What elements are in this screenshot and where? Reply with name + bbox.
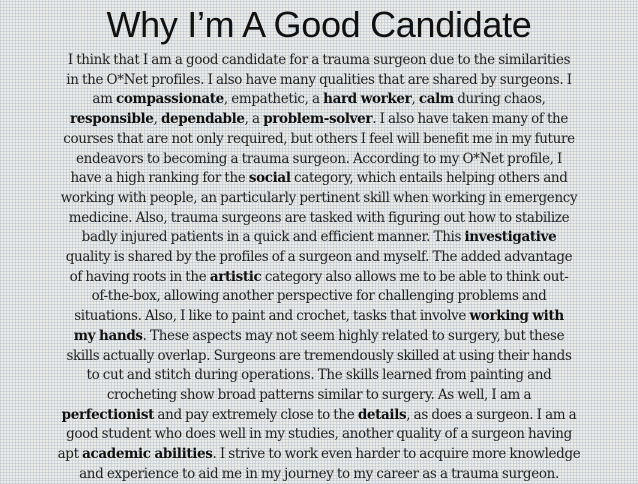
paragraph-line	[2, 307, 636, 327]
paragraph-line	[2, 51, 636, 71]
bold-keyword: academic abilities	[82, 446, 213, 463]
paragraph-line	[2, 150, 636, 170]
bold-keyword: dependable	[160, 111, 245, 128]
bold-keyword: working with	[469, 308, 564, 325]
text-run: skills actually overlap. Surgeons are tremendously skilled at using their hands	[66, 347, 572, 364]
paragraph-line	[2, 90, 636, 110]
paragraph-line	[2, 406, 636, 426]
text-run: category, which entails helping others and	[290, 170, 568, 187]
text-run: working with people, an particularly pertinent skill when working in emergency	[60, 189, 578, 206]
text-run: ,	[153, 111, 161, 128]
text-run: have a high ranking for the	[70, 170, 249, 187]
paragraph-line	[2, 169, 636, 189]
paragraph-line	[2, 209, 636, 229]
text-run: . I strive to work even harder to acquire more knowledge	[212, 446, 581, 463]
text-run: medicine. Also, trauma surgeons are tasked with figuring out how to stabilize	[68, 209, 570, 226]
text-run: I think that I am a good candidate for a trauma surgeon due to the similarities	[67, 52, 571, 68]
bold-keyword: problem-solver	[263, 111, 373, 128]
paragraph-line	[2, 268, 636, 288]
bold-keyword: perfectionist	[61, 406, 154, 423]
text-run: . I also have taken many of the	[372, 111, 569, 128]
text-run: and pay extremely close to the	[153, 406, 358, 423]
text-run: crocheting show broad patterns similar to surgery. As well, I am a	[106, 386, 532, 403]
text-run: , as does a surgeon. I am a	[406, 406, 577, 423]
text-run: ,	[411, 91, 419, 108]
text-run: , empathetic, a	[223, 91, 324, 108]
body-paragraph	[2, 51, 636, 484]
paragraph-line	[2, 130, 636, 150]
text-run: quality is shared by the profiles of a surgeon and myself. The added advantage	[65, 249, 573, 266]
text-run: situations. Also, I like to paint and crochet, tasks that involve	[74, 308, 470, 325]
paragraph-line	[2, 347, 636, 367]
slide-title: Why I’m A Good Candidate	[106, 4, 532, 45]
paragraph-line	[2, 110, 636, 130]
text-run: in the O*Net profiles. I also have many qualities that are shared by surgeons. I	[66, 71, 572, 88]
text-run: , a	[244, 111, 264, 128]
text-run: and experience to aid me in my journey to my career as a trauma surgeon.	[79, 465, 559, 482]
paragraph-line	[2, 465, 636, 484]
paragraph-line	[2, 189, 636, 209]
text-run: apt	[57, 446, 83, 463]
paragraph-line	[2, 386, 636, 406]
paragraph-line	[2, 287, 636, 307]
text-run: during chaos,	[453, 91, 546, 108]
paragraph-line	[2, 248, 636, 268]
paragraph-line	[2, 327, 636, 347]
text-run: courses that are not only required, but others I feel will benefit me in my future	[63, 130, 575, 147]
bold-keyword: investigative	[464, 229, 557, 246]
bold-keyword: social	[248, 170, 291, 187]
bold-keyword: responsible	[69, 111, 154, 128]
paragraph-line	[2, 366, 636, 386]
bold-keyword: compassionate	[115, 91, 224, 108]
bold-keyword: calm	[418, 91, 454, 108]
text-run: good student who does well in my studies, another quality of a surgeon having	[66, 426, 572, 443]
bold-keyword: details	[357, 406, 407, 423]
text-run: . These aspects may not seem highly related to surgery, but these	[142, 327, 565, 344]
text-run: of having roots in the	[69, 268, 210, 285]
text-run: to cut and stitch during operations. The skills learned from painting and	[86, 367, 552, 384]
bold-keyword: artistic	[209, 268, 262, 285]
text-run: am	[92, 91, 116, 108]
text-run: badly injured patients in a quick and efficient manner. This	[81, 229, 465, 246]
text-run: endeavors to becoming a trauma surgeon. According to my O*Net profile, I	[76, 150, 562, 167]
paragraph-line	[2, 445, 636, 465]
paragraph-line	[2, 71, 636, 91]
bold-keyword: hard worker	[323, 91, 412, 108]
paragraph-line	[2, 425, 636, 445]
bold-keyword: my hands	[73, 327, 143, 344]
text-run: of-the-box, allowing another perspective for challenging problems and	[91, 288, 547, 305]
paragraph-line	[2, 228, 636, 248]
text-run: category also allows me to be able to think out-	[261, 268, 569, 285]
